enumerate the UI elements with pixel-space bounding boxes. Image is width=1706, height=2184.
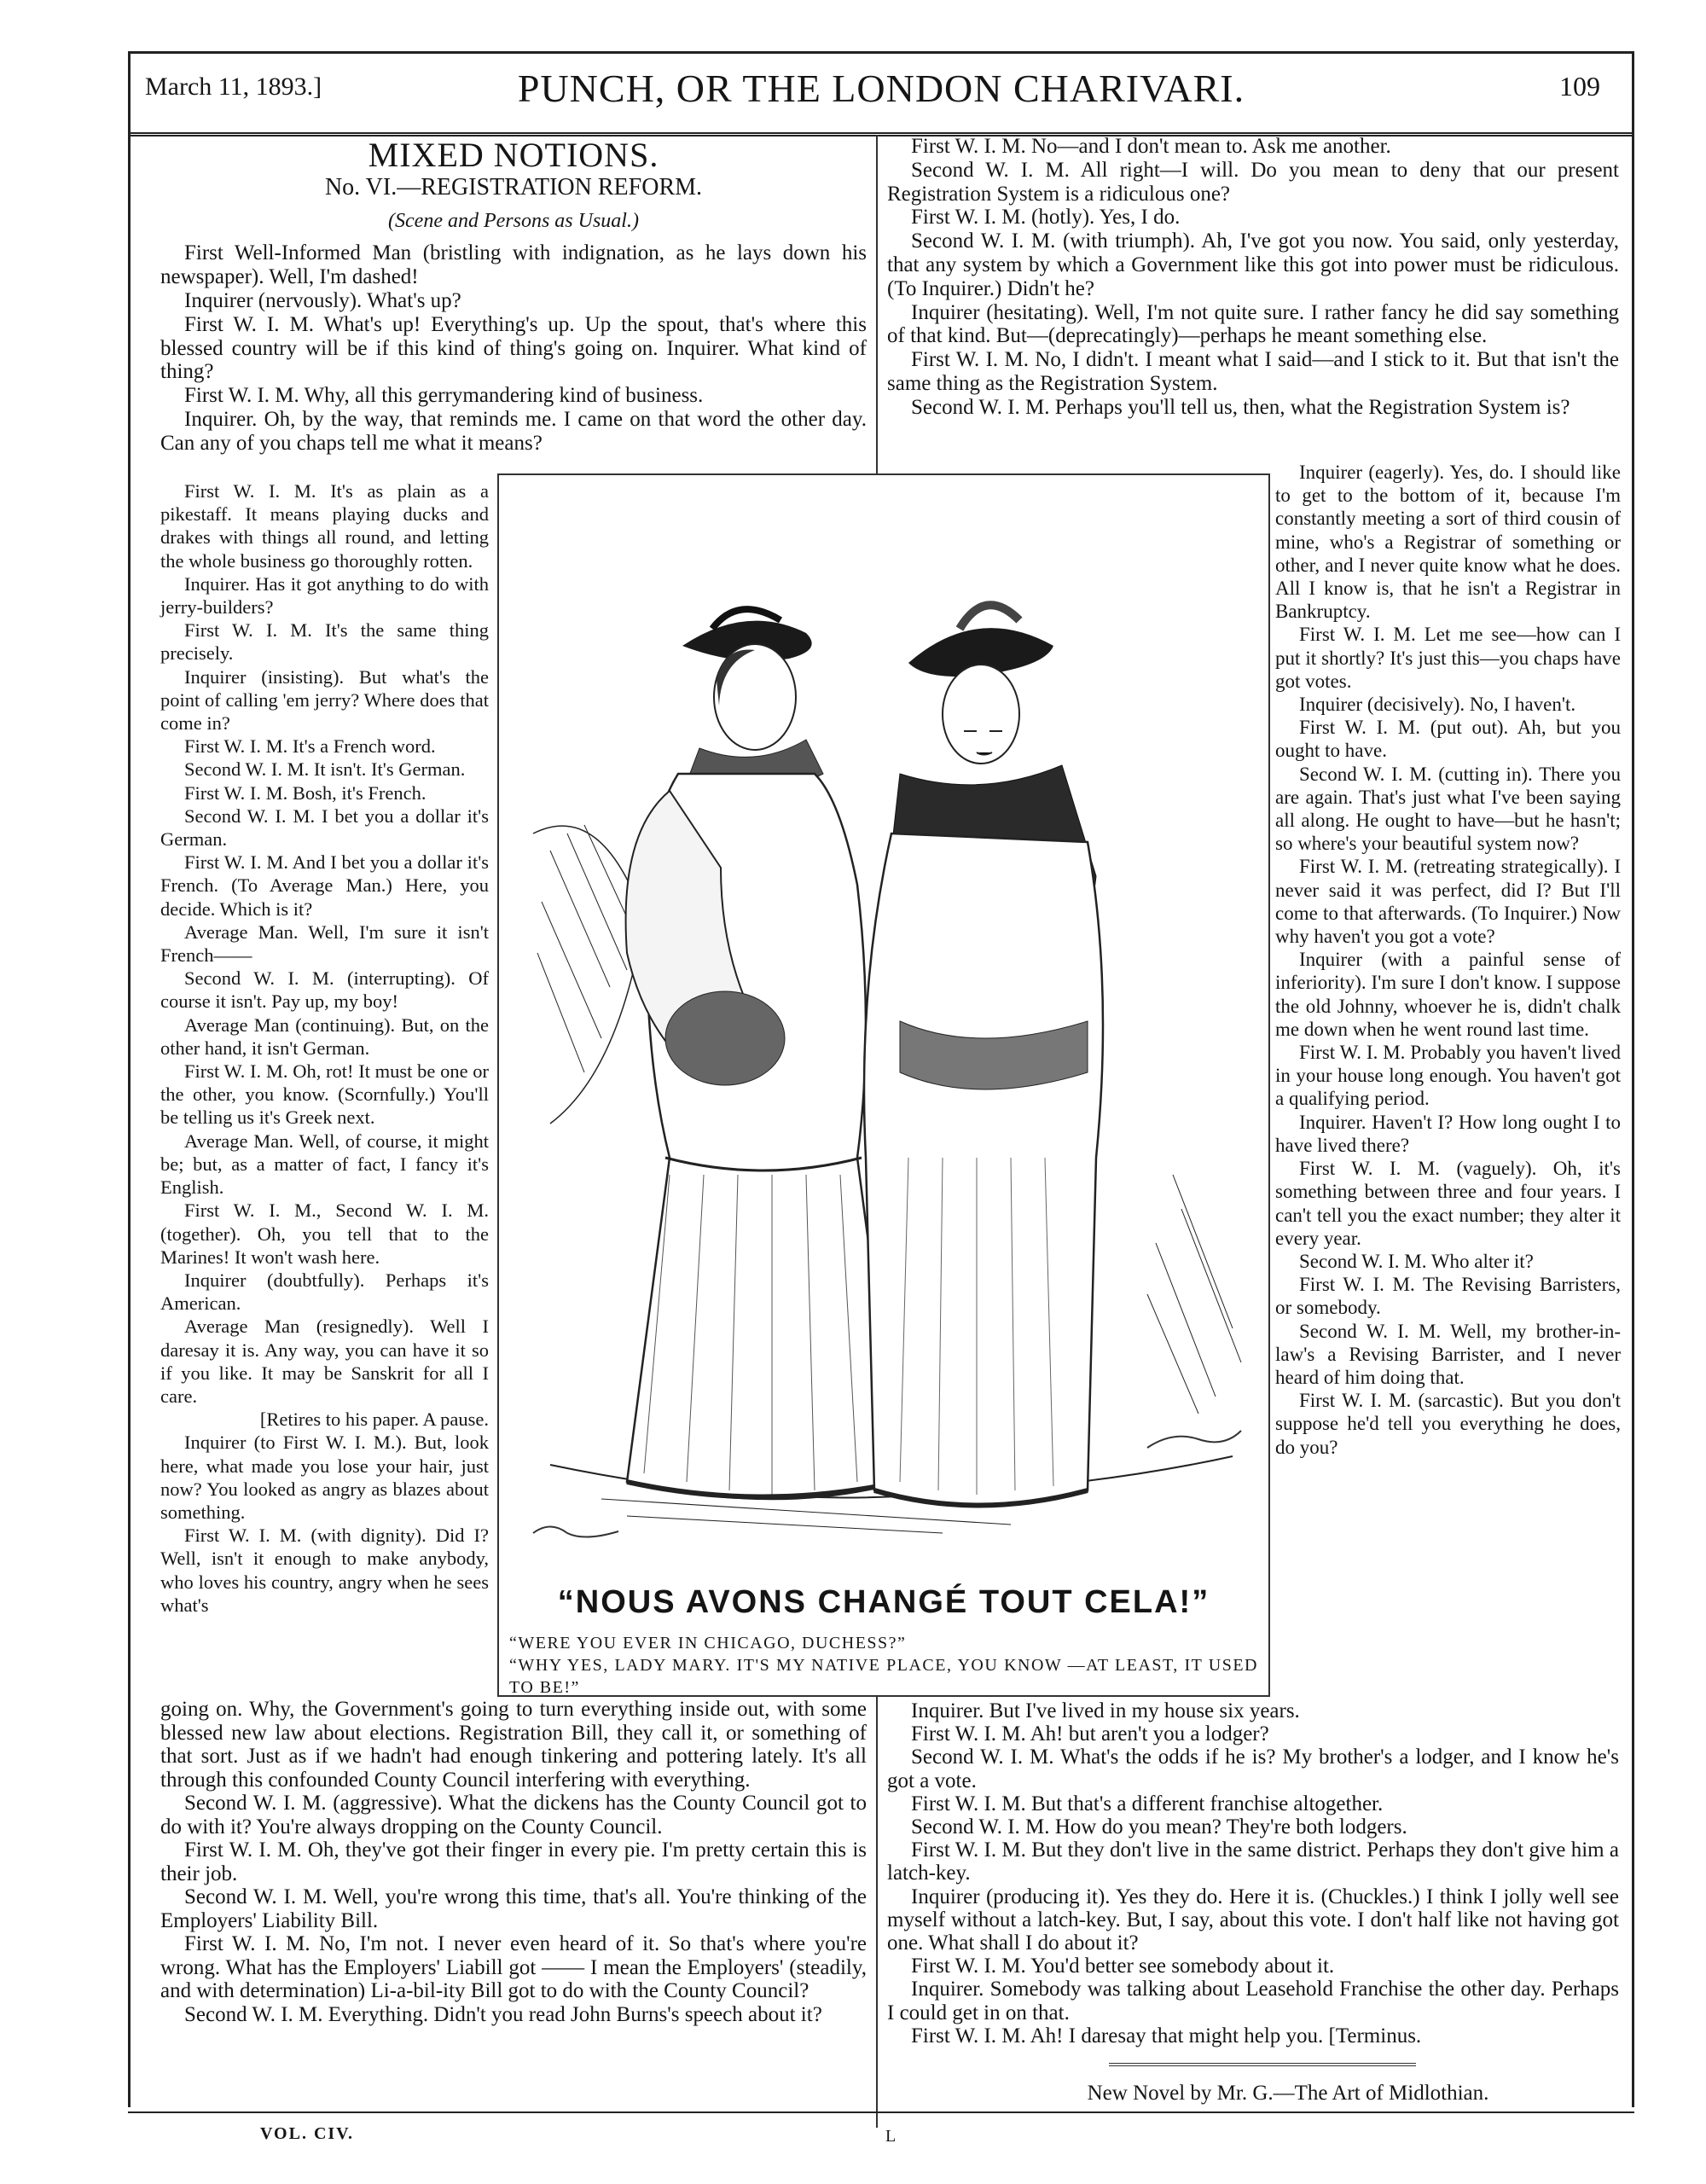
paragraph: First W. I. M. (sarcastic). But you don't suppose he'd tell you everything he does, do you? xyxy=(1275,1390,1621,1458)
paragraph: Second W. I. M. Perhaps you'll tell us, then, what the Registration System is? xyxy=(911,395,1570,419)
paragraph: Second W. I. M. I bet you a dollar it's German. xyxy=(160,804,489,851)
paragraph: Second W. I. M. Well, my brother-in-law's a Revising Barrister, and I never heard of him doing that. xyxy=(1275,1320,1621,1388)
paragraph: First W. I. M. (hotly). Yes, I do. xyxy=(911,206,1181,229)
cartoon-drawing xyxy=(499,475,1268,1576)
paragraph: First W. I. M. Ah! but aren't you a lodger? xyxy=(911,1722,1269,1746)
paragraph: Average Man (resignedly). Well I daresay it is. Any way, you can have it so if you like. It may be Sanskrit for all I care. xyxy=(160,1316,489,1407)
cartoon-dialogue xyxy=(509,1632,1258,1699)
paragraph: Inquirer (decisively). No, I haven't. xyxy=(1299,694,1576,716)
paragraph: Inquirer (insisting). But what's the point of calling 'em jerry? Where does that come in? xyxy=(160,665,489,735)
paragraph: First W. I. M. Let me see—how can I put it shortly? It's just this—you chaps have got votes. xyxy=(1275,624,1621,692)
paragraph: Second W. I. M. What's the odds if he is? My brother's a lodger, and I know he's got a vote. xyxy=(887,1745,1619,1792)
paragraph: going on. Why, the Government's going to turn everything inside out, with some blessed new law about elections. Registration Bill, they call it, or something of that sort. Just as if we hadn't had enough tinkering and pottering lately. It's all through this confounded County Council interfering with everything. xyxy=(160,1698,867,1792)
paragraph: Inquirer (doubtfully). Perhaps it's American. xyxy=(160,1269,489,1315)
paragraph: Inquirer (producing it). Yes they do. Here it is. (Chuckles.) I think I jolly well see myself without a latch-key. But, I say, about this vote. I don't half like not having got one. What shall I do about it? xyxy=(887,1885,1619,1955)
paragraph: First W. I. M. Oh, they've got their finger in every pie. I'm pretty certain this is their job. xyxy=(160,1838,867,1885)
paragraph: First W. I. M. It's as plain as a pikestaff. It means playing ducks and drakes with things all round, and letting the whole business go thoroughly rotten. xyxy=(160,480,489,572)
paragraph: First W. I. M. You'd better see somebody about it. xyxy=(911,1955,1335,1978)
paragraph: First W. I. M. Probably you haven't lived in your house long enough. You haven't got a qualifying period. xyxy=(1275,1042,1621,1110)
paragraph: Inquirer. Has it got anything to do with jerry-builders? xyxy=(160,572,489,619)
section-rule xyxy=(1109,2063,1416,2066)
paragraph: Inquirer. Oh, by the way, that reminds me. I came on that word the other day. Can any of you chaps tell me what it means? xyxy=(160,407,867,455)
paragraph: First W. I. M. Why, all this gerrymandering kind of business. xyxy=(184,384,704,408)
paragraph: First W. I. M. What's up! Everything's up. Up the spout, that's where this blessed country will be if this kind of thing's going on. Inquirer. What kind of thing? xyxy=(160,312,867,384)
paragraph: First W. I. M. No, I'm not. I never even heard of it. So that's where you're wrong. What has the Employers' Liabill got —— I mean the Employers' (steadily, and with determination) Li-a-bil-ity Bill got to do with the County Council? xyxy=(160,1932,867,2002)
paragraph: First W. I. M. (put out). Ah, but you ought to have. xyxy=(1275,717,1621,762)
paragraph: First W. I. M. Bosh, it's French. xyxy=(184,781,426,804)
page-number: 109 xyxy=(1559,71,1600,102)
scene-note: (Scene and Persons as Usual.) xyxy=(388,209,639,232)
paragraph: First W. I. M. Oh, rot! It must be one or the other, you know. (Scornfully.) You'll be telling us it's Greek next. xyxy=(160,1060,489,1129)
footnote-novel: New Novel by Mr. G.—The Art of Midlothian. xyxy=(1087,2082,1489,2105)
right-column-bottom xyxy=(887,1699,1619,2048)
dialogue-line: “WHY YES, LADY MARY. IT'S MY NATIVE PLACE, YOU KNOW —AT LEAST, IT USED TO BE!” xyxy=(509,1656,1258,1697)
page-header xyxy=(128,51,1634,136)
right-column-narrow xyxy=(1275,461,1621,1459)
paragraph: Inquirer (nervously). What's up? xyxy=(184,288,461,312)
paragraph: First W. I. M., Second W. I. M. (together). Oh, you tell that to the Marines! It won't wash here. xyxy=(160,1199,489,1268)
paragraph: First W. I. M. (vaguely). Oh, it's something between three and four years. I can't tell you the exact number; they alter it every year. xyxy=(1275,1158,1621,1249)
paragraph: First W. I. M. It's the same thing precisely. xyxy=(160,619,489,665)
paragraph: Second W. I. M. Everything. Didn't you read John Burns's speech about it? xyxy=(184,2002,822,2026)
paragraph: Second W. I. M. (with triumph). Ah, I've got you now. You said, only yesterday, that any system by which a Government like this got into power must be ridiculous. (To Inquirer.) Didn't he? xyxy=(887,229,1619,300)
paragraph: First W. I. M. (retreating strategically). I never said it was perfect, did I? But I'll come to that afterwards. (To Inquirer.) Now why haven't you got a vote? xyxy=(1275,856,1621,948)
paragraph: Inquirer. But I've lived in my house six years. xyxy=(911,1699,1300,1722)
paragraph: Second W. I. M. Well, you're wrong this time, that's all. You're thinking of the Employers' Liability Bill. xyxy=(160,1885,867,1932)
signature-mark: L xyxy=(885,2127,897,2146)
paragraph: Inquirer (with a painful sense of inferiority). I'm sure I don't know. I suppose the old Johnny, whoever he is, didn't chalk me down when he went round last time. xyxy=(1275,949,1621,1040)
paragraph: First W. I. M. But that's a different franchise altogether. xyxy=(911,1792,1384,1815)
issue-date: March 11, 1893.] xyxy=(145,73,322,101)
cartoon-illustration xyxy=(497,473,1270,1697)
paragraph: Average Man. Well, I'm sure it isn't French—— xyxy=(160,921,489,967)
left-column-bottom xyxy=(160,1698,867,2026)
article-title: MIXED NOTIONS. xyxy=(368,136,659,174)
paragraph: First W. I. M. No—and I don't mean to. Ask me another. xyxy=(911,135,1391,158)
paragraph: Inquirer (hesitating). Well, I'm not quite sure. I rather fancy he did say something of that kind. But—(deprecatingly)—perhaps he meant something else. xyxy=(887,300,1619,348)
paragraph: First W. I. M. The Revising Barristers, or somebody. xyxy=(1275,1274,1621,1319)
paragraph: Second W. I. M. Who alter it? xyxy=(1299,1250,1534,1272)
paragraph: Inquirer. Somebody was talking about Leasehold Franchise the other day. Perhaps I could get in on that. xyxy=(887,1978,1619,2024)
left-column-top xyxy=(160,136,867,456)
publication-title: PUNCH, OR THE LONDON CHARIVARI. xyxy=(517,67,1245,110)
stage-direction: [Retires to his paper. A pause. xyxy=(259,1409,489,1431)
paragraph: Second W. I. M. It isn't. It's German. xyxy=(184,758,466,781)
article-subtitle: No. VI.—REGISTRATION REFORM. xyxy=(324,173,703,200)
paragraph: Second W. I. M. (interrupting). Of course it isn't. Pay up, my boy! xyxy=(160,967,489,1013)
left-column-narrow xyxy=(160,479,489,1617)
lady-left-figure xyxy=(626,609,900,1499)
paragraph: Second W. I. M. (aggressive). What the dickens has the County Council got to do with it? You're always dropping on the County Council. xyxy=(160,1792,867,1838)
cartoon-caption: “NOUS AVONS CHANGÉ TOUT CELA!” xyxy=(557,1584,1210,1620)
paragraph: Second W. I. M. (cutting in). There you are again. That's just what I've been saying all along. He ought to have—but he hasn't; so where's your beautiful system now? xyxy=(1275,763,1621,855)
dialogue-line: “WERE YOU EVER IN CHICAGO, DUCHESS?” xyxy=(509,1634,907,1653)
paragraph: Inquirer. Haven't I? How long ought I to have lived there? xyxy=(1275,1111,1621,1156)
paragraph: Second W. I. M. All right—I will. Do you mean to deny that our present Registration System is a ridiculous one? xyxy=(887,158,1619,206)
paragraph: First W. I. M. But they don't live in the same district. Perhaps they don't give him a latch-key. xyxy=(887,1838,1619,1885)
right-column-top xyxy=(887,135,1619,420)
page-footer-rule xyxy=(128,2111,1634,2113)
paragraph: First W. I. M. It's a French word. xyxy=(184,735,436,758)
volume-label: VOL. CIV. xyxy=(260,2124,355,2143)
paragraph: Average Man (continuing). But, on the other hand, it isn't German. xyxy=(160,1014,489,1059)
paragraph: First W. I. M. And I bet you a dollar it's French. (To Average Man.) Here, you decide. Which is it? xyxy=(160,851,489,920)
paragraph: Second W. I. M. How do you mean? They're both lodgers. xyxy=(911,1815,1407,1839)
lady-right-figure xyxy=(864,605,1103,1505)
paragraph: First W. I. M. (with dignity). Did I? Well, isn't it enough to make anybody, who loves his country, angry when he sees what's xyxy=(160,1525,489,1616)
paragraph: Inquirer (to First W. I. M.). But, look here, what made you lose your hair, just now? You looked as angry as blazes about something. xyxy=(160,1432,489,1523)
paragraph: First W. I. M. Ah! I daresay that might help you. [Terminus. xyxy=(911,2024,1422,2048)
paragraph: First W. I. M. No, I didn't. I meant what I said—and I stick to it. But that isn't the same thing as the Registration System. xyxy=(887,348,1619,395)
paragraph: Inquirer (eagerly). Yes, do. I should like to get to the bottom of it, because I'm constantly meeting a sort of third cousin of mine, who's a Registrar of something or other, and I never quite know what he does. All I know is, that he isn't a Registrar in Bankruptcy. xyxy=(1275,462,1621,623)
paragraph: First Well-Informed Man (bristling with indignation, as he lays down his newspaper). Well, I'm dashed! xyxy=(160,241,867,289)
paragraph: Average Man. Well, of course, it might be; but, as a matter of fact, I fancy it's English. xyxy=(160,1130,489,1199)
